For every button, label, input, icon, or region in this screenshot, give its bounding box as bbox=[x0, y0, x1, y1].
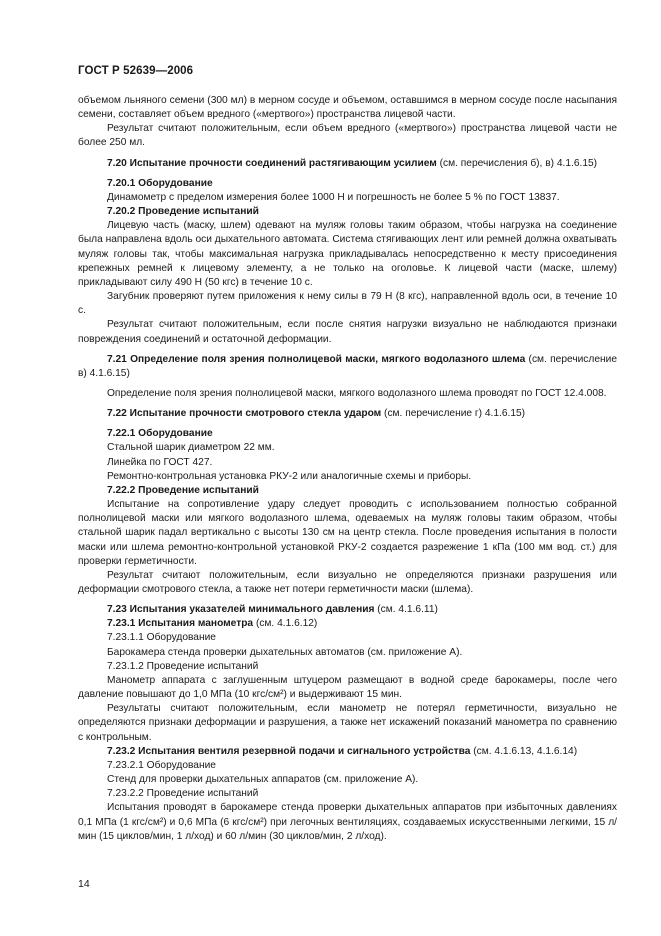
heading-text: 7.22.2 Проведение испытаний bbox=[107, 484, 259, 496]
section-heading bbox=[78, 353, 617, 381]
paragraph-text: 7.23.1.2 Проведение испытаний bbox=[107, 660, 259, 672]
paragraph bbox=[78, 94, 617, 122]
paragraph-text: Испытания проводят в барокамере стенда проверки дыхательных аппаратов при избыточных давлениях 0,1 МПа (1 кгс/см²) и 0,6 МПа (6 кгс/см²) при легочных вентиляциях, создаваемых искусственными легкими, 15 л/мин (15 циклов/мин, 1 л/ход) и 60 л/мин (30 циклов/мин, 2 л/ход). bbox=[78, 802, 617, 842]
page-number: 14 bbox=[78, 878, 90, 890]
document-body bbox=[78, 94, 617, 844]
paragraph-text: Стальной шарик диаметром 22 мм. bbox=[107, 442, 275, 454]
heading-text: 7.21 Определение поля зрения полнолицевой маски, мягкого водолазного шлема bbox=[107, 353, 526, 365]
paragraph-text: (см. 4.1.6.12) bbox=[253, 618, 318, 630]
paragraph-text: Линейка по ГОСТ 427. bbox=[107, 456, 213, 468]
paragraph-text: (см. перечисление г) 4.1.6.15) bbox=[381, 408, 526, 420]
paragraph-text: (см. перечисление в) 4.1.6.15) bbox=[78, 353, 617, 379]
paragraph bbox=[78, 219, 617, 290]
heading-text: 7.20 Испытание прочности соединений растягивающим усилием bbox=[107, 157, 437, 169]
paragraph-text: Результат считают положительным, если объем вредного («мертвого») пространства лицевой части не более 250 мл. bbox=[78, 123, 617, 149]
paragraph-text: 7.23.1.1 Оборудование bbox=[107, 632, 216, 644]
paragraph-text: 7.23.2.1 Оборудование bbox=[107, 759, 216, 771]
heading-text: 7.22 Испытание прочности смотрового стекла ударом bbox=[107, 408, 382, 420]
paragraph bbox=[78, 569, 617, 597]
paragraph-text: Загубник проверяют путем приложения к нему силы в 79 Н (8 кгс), направленной вдоль оси, в течение 10 с. bbox=[78, 291, 617, 317]
paragraph-text: Манометр аппарата с заглушенным штуцером размещают в водной среде барокамеры, после чего давление повышают до 1,0 МПа (10 кгс/см²) и выдерживают 15 мин. bbox=[78, 674, 617, 701]
paragraph bbox=[78, 660, 617, 674]
subsection-heading bbox=[78, 427, 617, 441]
paragraph bbox=[78, 801, 617, 843]
paragraph bbox=[78, 470, 617, 484]
paragraph bbox=[78, 498, 617, 569]
paragraph bbox=[78, 674, 617, 702]
heading-text: 7.23.2 Испытания вентиля резервной подачи и сигнального устройства bbox=[107, 745, 471, 757]
paragraph-text: Результат считают положительным, если визуально не определяются признаки разрушения или деформации смотрового стекла, а также нет потери герметичности маски (шлема). bbox=[78, 569, 617, 595]
paragraph bbox=[78, 702, 617, 744]
paragraph bbox=[78, 122, 617, 150]
paragraph-text: Результат считают положительным, если после снятия нагрузки визуально не наблюдаются признаки повреждения соединений и остаточной деформации. bbox=[78, 319, 617, 345]
paragraph-text: Барокамера стенда проверки дыхательных автоматов (см. приложение А). bbox=[107, 646, 463, 658]
paragraph bbox=[78, 456, 617, 470]
heading-text: 7.20.1 Оборудование bbox=[107, 177, 213, 189]
subsection-heading bbox=[78, 205, 617, 219]
paragraph-text: (см. 4.1.6.11) bbox=[374, 604, 438, 616]
subsection-heading bbox=[78, 617, 617, 631]
subsection-heading bbox=[78, 484, 617, 498]
paragraph-text: Динамометр с пределом измерения более 1000 Н и погрешность не более 5 % по ГОСТ 13837. bbox=[107, 191, 560, 203]
paragraph-text: Испытание на сопротивление удару следует проводить с использованием полностью собранной полнолицевой маски или мягкого водолазного шлема, одеваемых на муляж головы таким образом, чтобы стальной шарик падал вертикально с высоты 130 см на центр стекла. После проведения испытания в полости маски или шлема ремонтно-контрольной установкой РКУ-2 создается разрежение 1 кПа (100 мм вод. ст.) для проверки герметичности. bbox=[78, 499, 617, 567]
document-header: ГОСТ Р 52639—2006 bbox=[78, 65, 194, 77]
section-heading bbox=[78, 603, 617, 617]
heading-text: 7.20.2 Проведение испытаний bbox=[107, 206, 259, 218]
paragraph bbox=[78, 441, 617, 455]
paragraph-text: (см. перечисления б), в) 4.1.6.15) bbox=[436, 157, 598, 169]
heading-text: 7.23.1 Испытания манометра bbox=[107, 618, 254, 630]
subsection-heading bbox=[78, 177, 617, 191]
paragraph bbox=[78, 759, 617, 773]
paragraph-text: Ремонтно-контрольная установка РКУ-2 или аналогичные схемы и приборы. bbox=[107, 470, 472, 482]
paragraph-text: 7.23.2.2 Проведение испытаний bbox=[107, 788, 259, 800]
paragraph bbox=[78, 773, 617, 787]
subsection-heading bbox=[78, 745, 617, 759]
section-heading bbox=[78, 407, 617, 421]
paragraph bbox=[78, 318, 617, 346]
paragraph-text: Стенд для проверки дыхательных аппаратов (см. приложение А). bbox=[107, 774, 419, 786]
paragraph bbox=[78, 646, 617, 660]
paragraph bbox=[78, 787, 617, 801]
paragraph-text: Определение поля зрения полнолицевой маски, мягкого водолазного шлема проводят по ГОСТ 12.4.008. bbox=[107, 387, 607, 399]
section-heading bbox=[78, 157, 617, 171]
paragraph bbox=[78, 191, 617, 205]
paragraph-text: Результаты считают положительным, если манометр не потерял герметичности, визуально не определяются признаки деформации и разрушения, а также нет искажений показаний манометра по сравнению с контрольным. bbox=[78, 703, 617, 743]
paragraph bbox=[78, 387, 617, 401]
heading-text: 7.23 Испытания указателей минимального давления bbox=[107, 604, 375, 616]
paragraph-text: Лицевую часть (маску, шлем) одевают на муляж головы таким образом, чтобы нагрузка на соединение была направлена вдоль оси дыхательного автомата. Система стягивающих лент или ремней должна охватывать муляж головы так, чтобы максимальная нагрузка прикладывалась непосредственно к месту присоединения крепежных ремней к лицевому элементу, а не только на оголовье. К лицевой части (маске, шлему) прикладывают силу 490 Н (50 кгс) в течение 10 с. bbox=[78, 220, 617, 288]
paragraph-text: объемом льняного семени (300 мл) в мерном сосуде и объемом, оставшимся в мерном сосуде после насыпания семени, составляет объем вредного («мертвого») пространства лицевой части. bbox=[78, 95, 617, 121]
paragraph bbox=[78, 290, 617, 318]
paragraph bbox=[78, 631, 617, 645]
heading-text: 7.22.1 Оборудование bbox=[107, 428, 213, 440]
paragraph-text: (см. 4.1.6.13, 4.1.6.14) bbox=[470, 745, 578, 757]
